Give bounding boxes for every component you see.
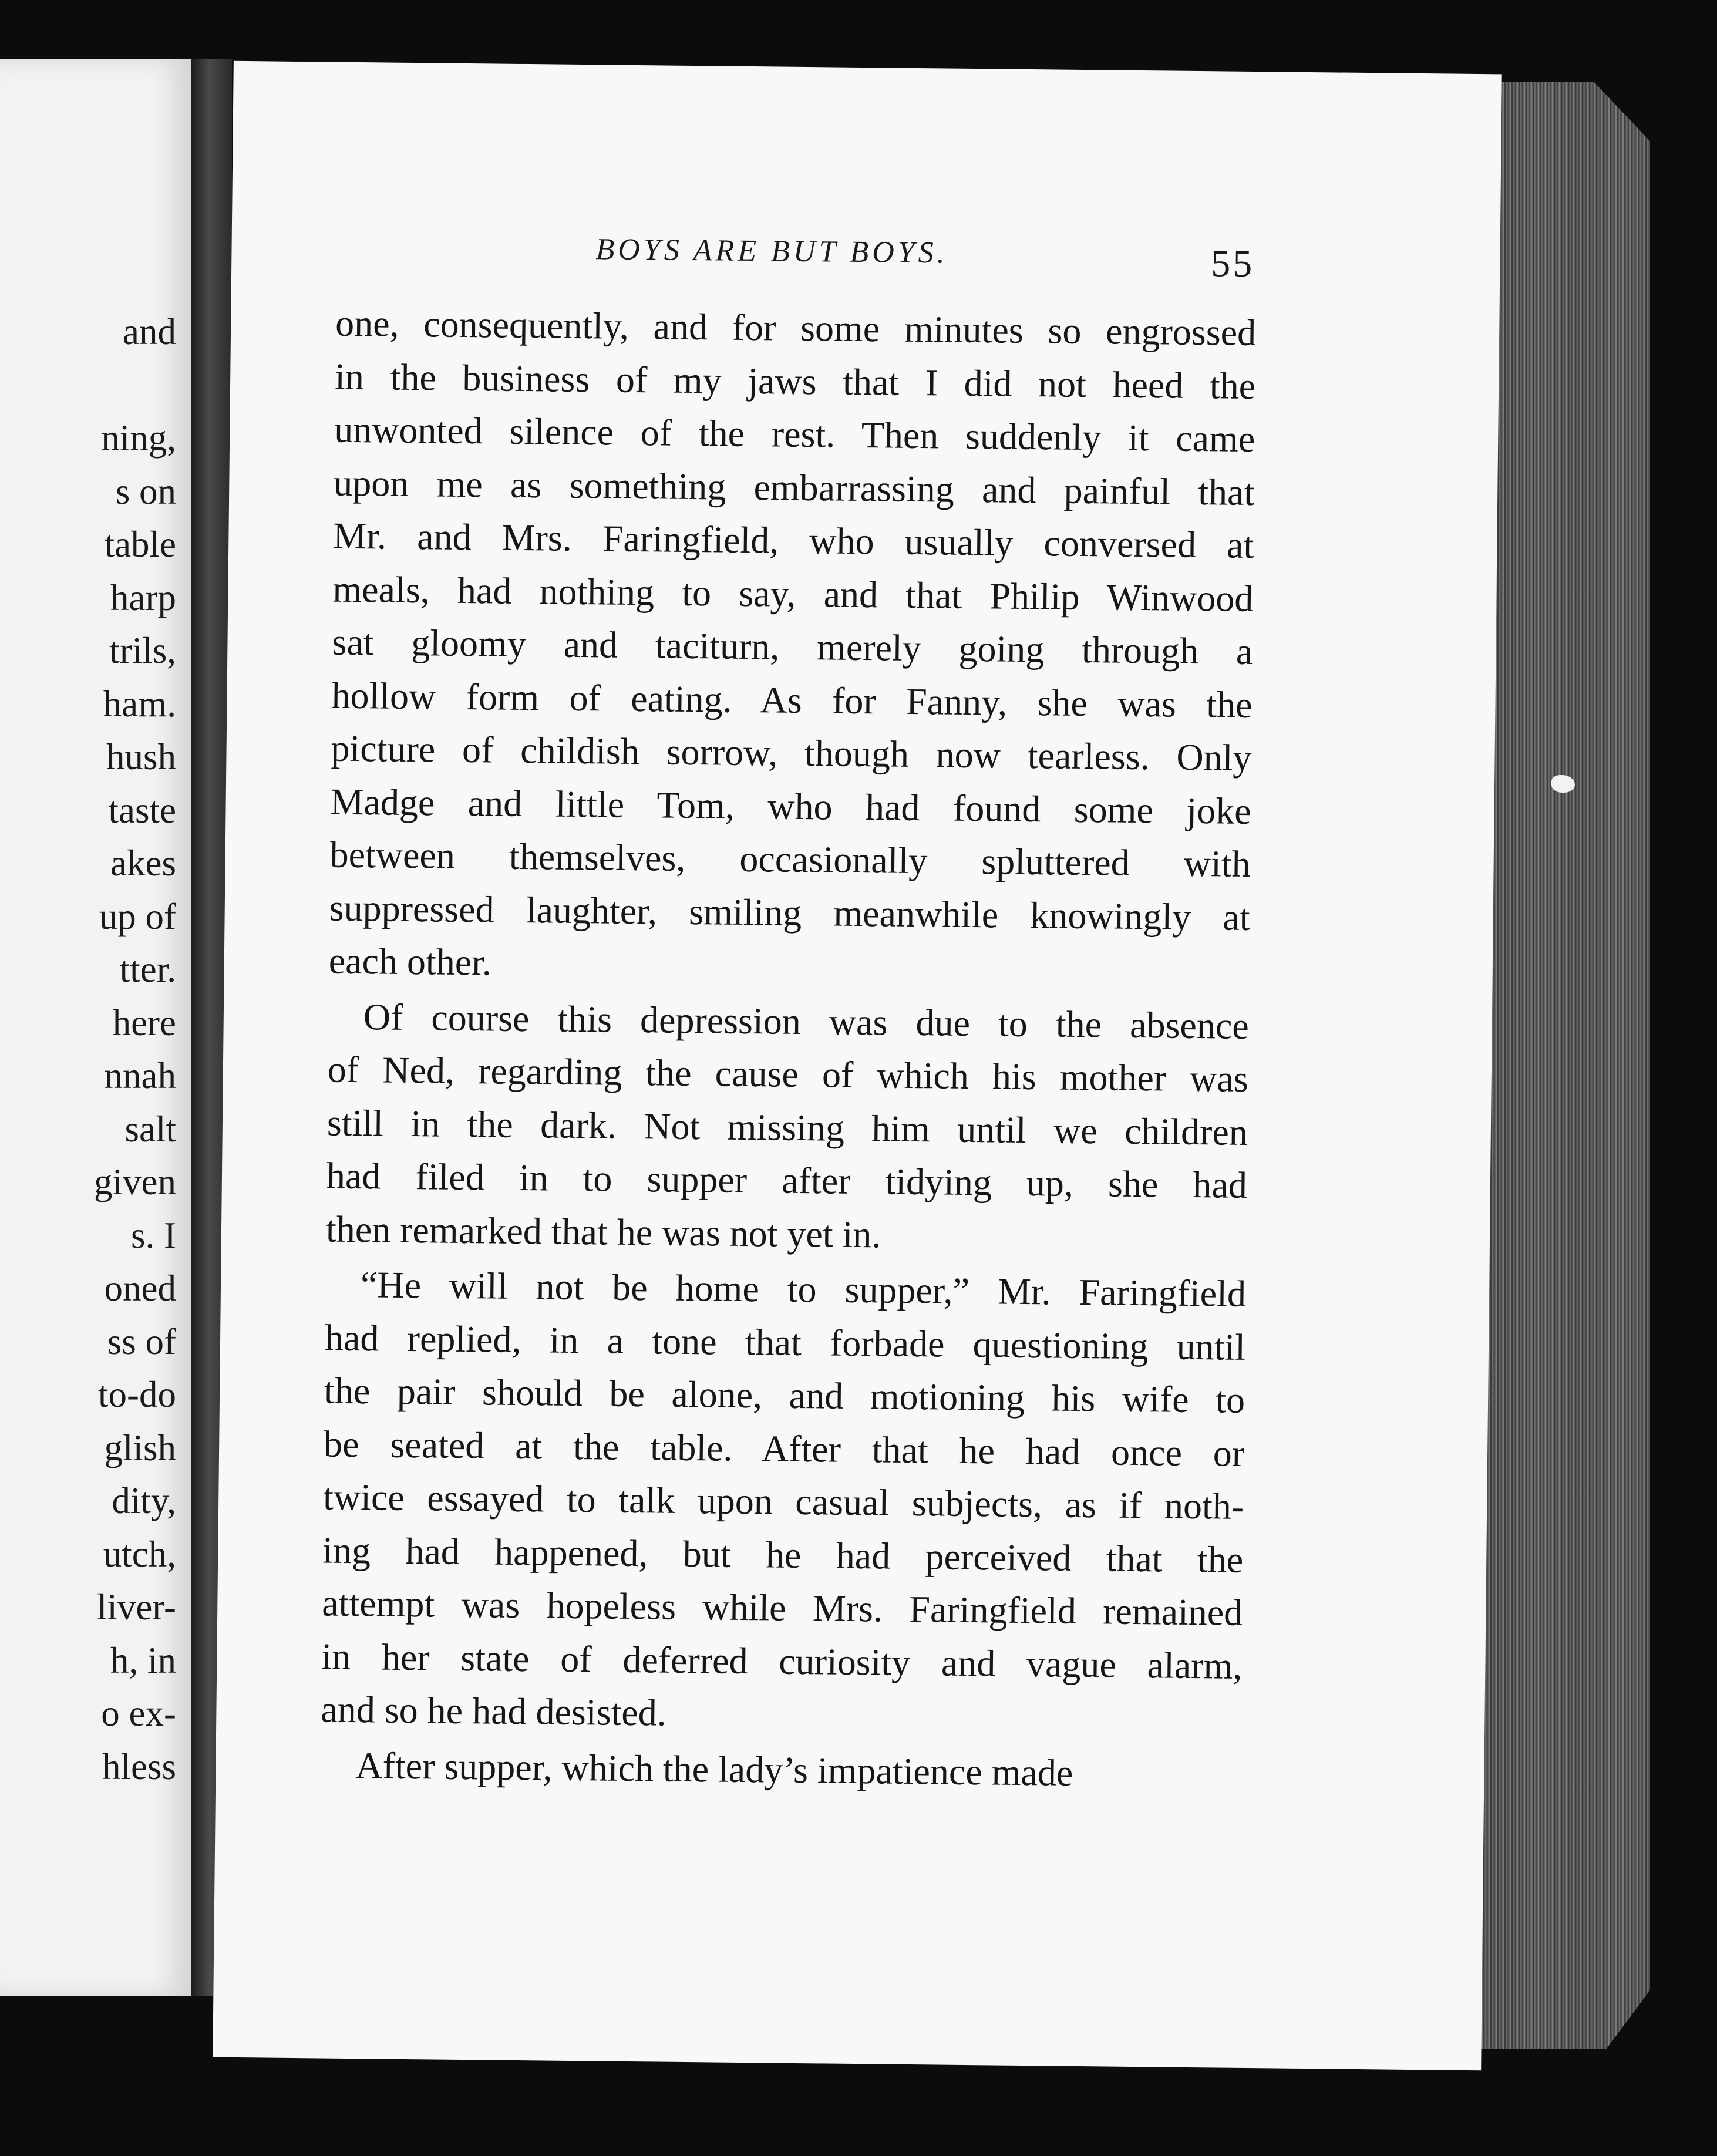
left-page-line: ss of	[107, 1320, 176, 1362]
left-page-line: tter.	[119, 949, 176, 990]
left-page-line: ning,	[101, 417, 176, 459]
page-edge-tab	[1551, 775, 1575, 793]
left-page-line: salt	[124, 1108, 176, 1150]
text-line: in her state of deferred curiosity and vague alarm,	[321, 1635, 1243, 1687]
left-page-line: utch,	[103, 1533, 176, 1575]
text-line: in the business of my jaws that I did not heed the	[334, 355, 1256, 407]
text-line: had replied, in a tone that forbade questioning until	[324, 1316, 1246, 1368]
left-page-line: s on	[115, 470, 176, 512]
left-page-line: given	[94, 1161, 176, 1202]
left-facing-page	[0, 59, 191, 1996]
text-line: had filed in to supper after tidying up, she had	[326, 1154, 1248, 1206]
right-page	[213, 61, 1501, 2070]
left-page-line: nnah	[104, 1055, 176, 1096]
left-page-line: s. I	[131, 1214, 176, 1256]
text-line: still in the dark. Not missing him until we children	[326, 1101, 1248, 1153]
paragraph	[326, 990, 1250, 1265]
paragraph	[321, 1258, 1246, 1746]
text-line: “He will not be home to supper,” Mr. Faringfield	[360, 1264, 1247, 1315]
text-line: Madge and little Tom, who had found some joke	[330, 780, 1251, 832]
text-line: hollow form of eating. As for Fanny, she was the	[331, 674, 1253, 726]
text-line: Mr. and Mrs. Faringfield, who usually conversed at	[333, 514, 1254, 567]
left-page-text-column	[0, 305, 176, 1793]
left-page-line: and	[123, 311, 176, 352]
left-page-line: hush	[106, 736, 176, 777]
left-page-line: oned	[104, 1268, 176, 1309]
left-page-line: liver-	[96, 1586, 176, 1628]
left-page-line: to-do	[98, 1374, 176, 1415]
page-body-text	[320, 297, 1257, 1801]
text-line: sat gloomy and taciturn, merely going through a	[332, 621, 1253, 673]
text-line: and so he had desisted.	[321, 1688, 667, 1734]
left-page-line: dity,	[112, 1480, 176, 1521]
text-line: Of course this depression was due to the absence	[363, 995, 1250, 1047]
text-line: suppressed laughter, smiling meanwhile knowingly at	[329, 887, 1251, 938]
text-line: meals, had nothing to say, and that Philip Winwood	[332, 568, 1254, 619]
left-page-line	[0, 359, 176, 412]
left-page-line: o ex-	[101, 1693, 176, 1734]
text-line: the pair should be alone, and motioning his wife to	[324, 1369, 1245, 1421]
left-page-line: table	[104, 524, 176, 565]
left-page-line: akes	[110, 843, 176, 884]
left-page-line: up of	[99, 895, 176, 937]
text-line: unwonted silence of the rest. Then suddenly it came	[334, 408, 1255, 460]
text-line: be seated at the table. After that he had once or	[323, 1423, 1245, 1474]
paragraph	[328, 297, 1256, 998]
left-page-line: glish	[104, 1427, 176, 1468]
left-page-line: h, in	[110, 1639, 176, 1681]
text-line: between themselves, occasionally spluttered with	[329, 833, 1251, 885]
left-page-line: here	[112, 1002, 176, 1043]
text-line: of Ned, regarding the cause of which his mother was	[327, 1048, 1249, 1100]
left-page-line: harp	[110, 577, 176, 618]
left-page-line: hless	[102, 1746, 176, 1787]
paragraph	[320, 1739, 1241, 1801]
text-line: picture of childish sorrow, though now tearless. Only	[331, 727, 1252, 779]
running-head: BOYS ARE BUT BOYS.	[595, 233, 948, 270]
text-line: After supper, which the lady’s impatience made	[355, 1744, 1073, 1794]
text-line: each other.	[328, 939, 492, 983]
text-line: then remarked that he was not yet in.	[325, 1208, 881, 1255]
text-line: upon me as something embarrassing and painful that	[333, 461, 1255, 513]
left-page-line: trils,	[109, 630, 176, 671]
left-page-line: ham.	[103, 683, 176, 725]
left-page-line: taste	[108, 789, 176, 831]
text-line: ing had happened, but he had perceived that the	[322, 1529, 1244, 1581]
text-line: twice essayed to talk upon casual subjects, as if noth-	[322, 1475, 1244, 1527]
page-number: 55	[1210, 242, 1255, 286]
text-line: attempt was hopeless while Mrs. Faringfield remained	[321, 1582, 1243, 1633]
text-line: one, consequently, and for some minutes so engrossed	[335, 302, 1257, 354]
